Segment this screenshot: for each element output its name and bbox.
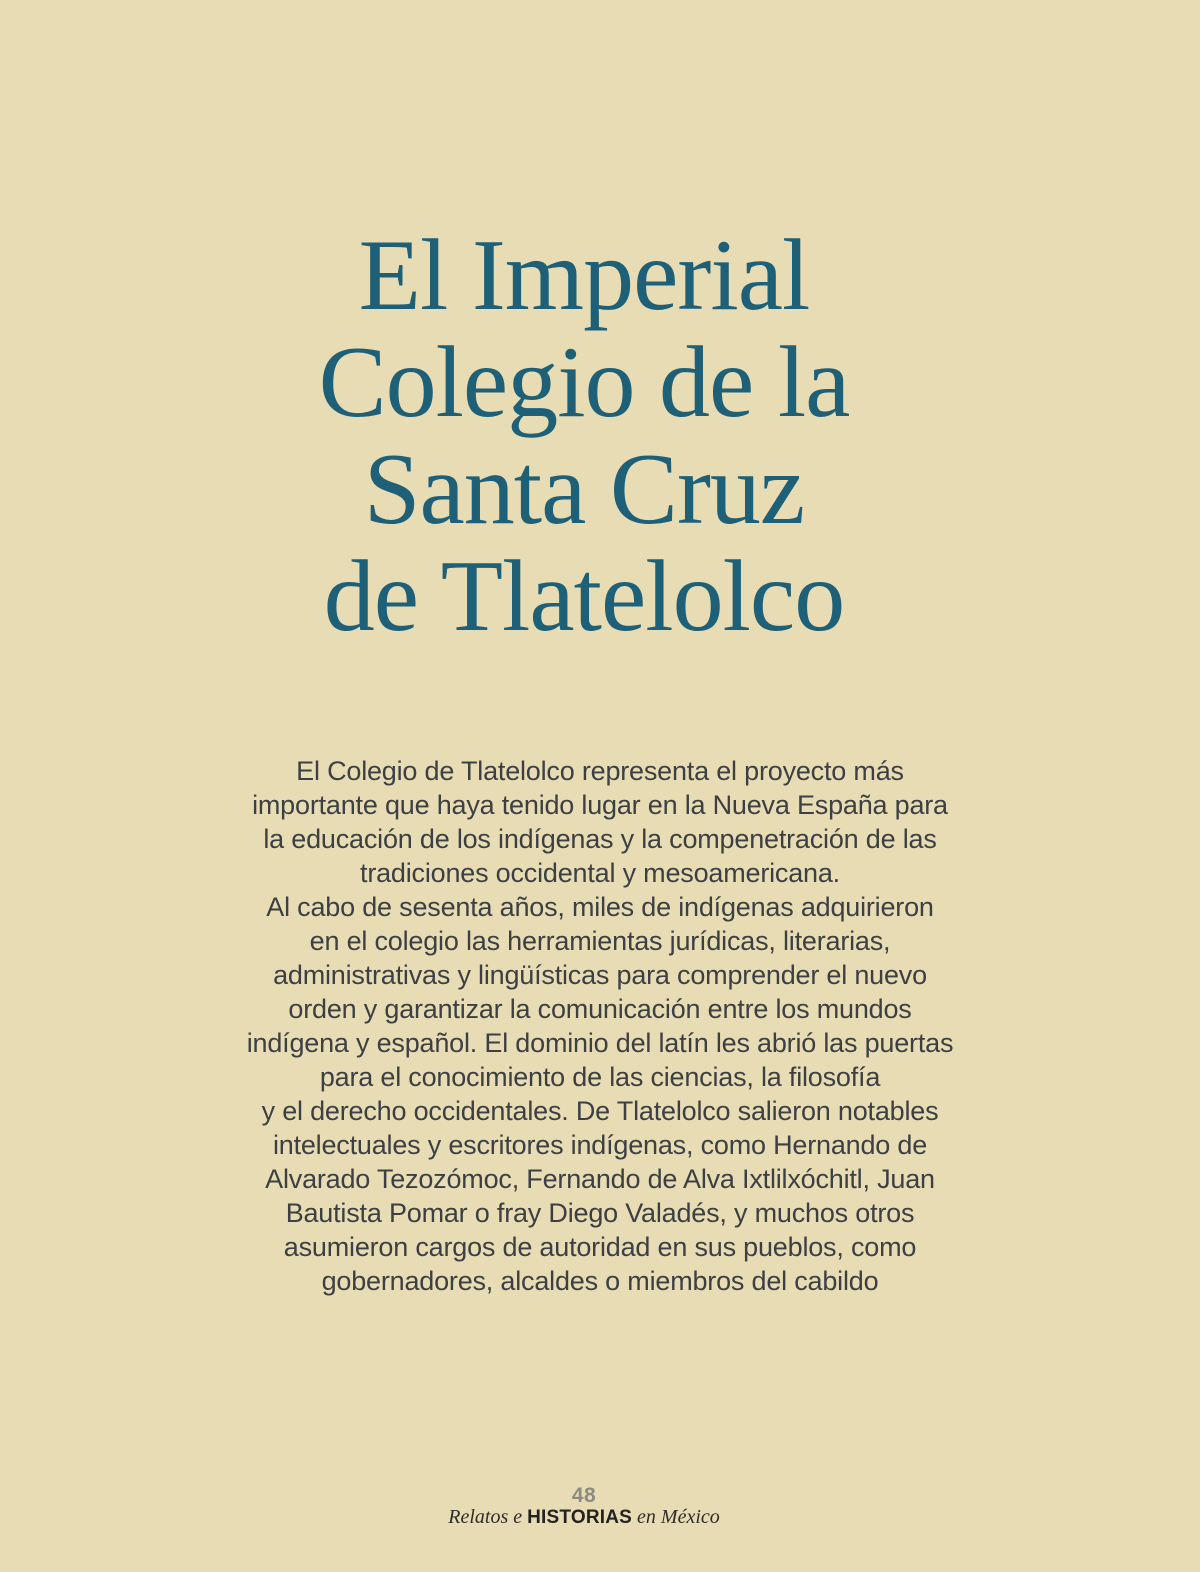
article-intro-paragraph	[0, 754, 1200, 1298]
brand-suffix: en México	[637, 1506, 720, 1528]
intro-line: intelectuales y escritores indígenas, como Hernando de	[272, 1130, 928, 1160]
intro-line: indígena y español. El dominio del latín les abrió las puertas	[246, 1028, 954, 1058]
intro-line: importante que haya tenido lugar en la Nueva España para	[252, 790, 948, 820]
intro-line: la educación de los indígenas y la compenetración de las	[263, 824, 937, 854]
intro-line: en el colegio las herramientas jurídicas, literarias,	[309, 926, 891, 956]
article-title-line: Colegio de la	[318, 326, 850, 439]
intro-line: Al cabo de sesenta años, miles de indígenas adquirieron	[266, 892, 934, 922]
intro-line: orden y garantizar la comunicación entre los mundos	[288, 994, 912, 1024]
intro-line: Alvarado Tezozómoc, Fernando de Alva Ixtlilxóchitl, Juan	[265, 1164, 935, 1194]
intro-line: gobernadores, alcaldes o miembros del cabildo	[321, 1266, 879, 1296]
intro-line: para el conocimiento de las ciencias, la filosofía	[319, 1062, 881, 1092]
page-footer	[0, 1484, 1200, 1529]
article-title	[0, 219, 1200, 653]
intro-line: El Colegio de Tlatelolco representa el proyecto más	[296, 756, 904, 786]
page-number: 48	[571, 1484, 597, 1507]
intro-line: Bautista Pomar o fray Diego Valadés, y muchos otros	[285, 1198, 915, 1228]
intro-line: asumieron cargos de autoridad en sus pueblos, como	[283, 1232, 917, 1262]
intro-line: administrativas y lingüísticas para comprender el nuevo	[273, 960, 927, 990]
brand-prefix: Relatos e	[448, 1506, 523, 1528]
article-title-line: El Imperial	[358, 219, 810, 332]
brand-name: HISTORIAS	[527, 1507, 633, 1528]
article-title-line: Santa Cruz	[363, 433, 805, 546]
intro-line: y el derecho occidentales. De Tlatelolco salieron notables	[261, 1096, 939, 1126]
magazine-brand-line	[0, 1506, 1168, 1529]
intro-line: tradiciones occidental y mesoamericana.	[360, 858, 840, 888]
article-title-line: de Tlatelolco	[323, 540, 845, 653]
